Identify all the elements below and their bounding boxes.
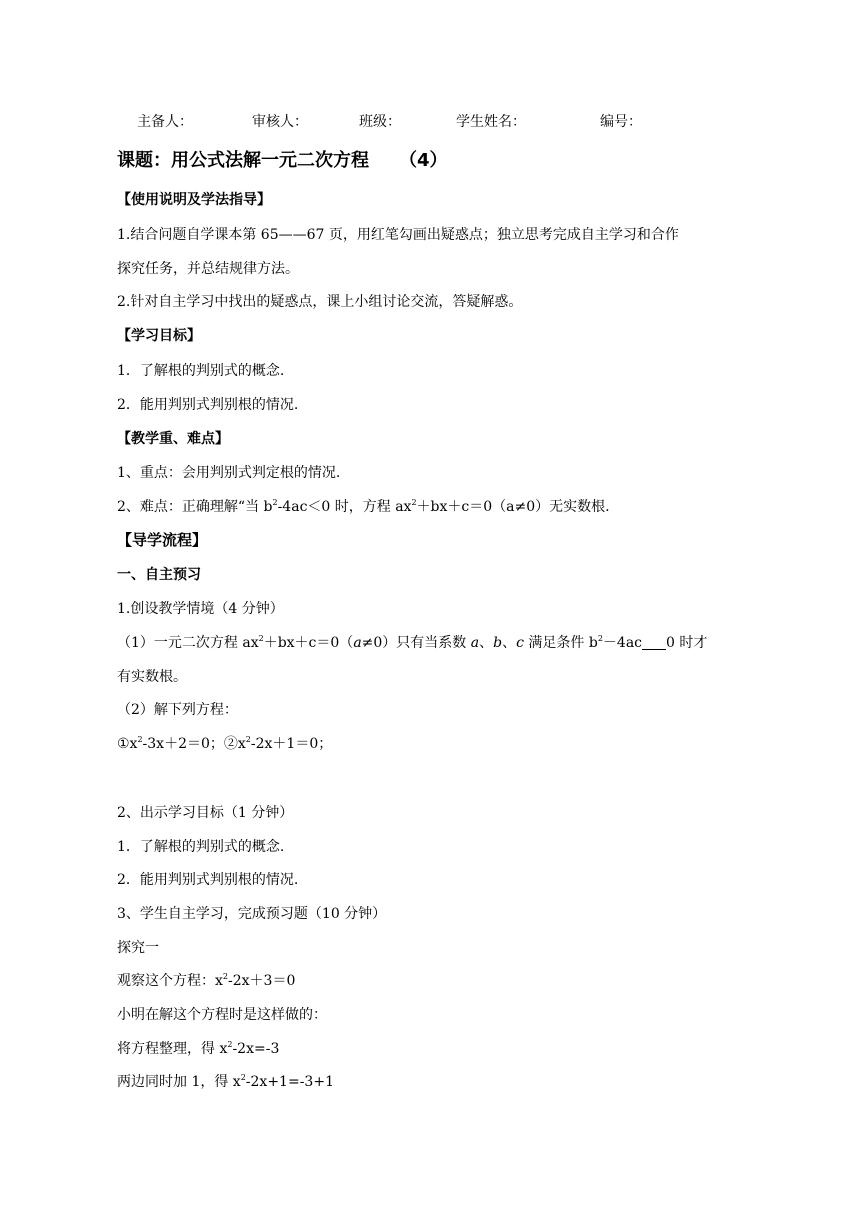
usage-item1-line2: 探究任务，并总结规律方法。 [117, 261, 299, 277]
solve-step1: 将方程整理，得 $x^2-2x=-3$ [117, 1040, 280, 1057]
keypoints-item1: 1、重点：会用判别式判定根的情况. [117, 465, 341, 481]
observe-line: 观察这个方程：$x^2-2x+3=0$ [117, 972, 296, 989]
step3-heading: 3、学生自主学习，完成预习题（10 分钟） [117, 906, 387, 922]
number-label: 编号： [600, 114, 642, 130]
keypoints-heading: 【教学重、难点】 [117, 431, 229, 447]
question2: （2）解下列方程： [117, 702, 238, 718]
class-label: 班级： [359, 114, 401, 130]
title-number: （4） [399, 150, 448, 171]
page-title [117, 148, 448, 174]
answer-blank[interactable] [642, 635, 666, 650]
preparer-label: 主备人： [137, 114, 193, 130]
usage-heading: 【使用说明及学法指导】 [117, 192, 271, 208]
ming-line: 小明在解这个方程时是这样做的： [117, 1007, 327, 1023]
question1-line2: 有实数根。 [117, 669, 187, 685]
student-name-label: 学生姓名： [456, 114, 526, 130]
explore-heading: 探究一 [117, 940, 159, 956]
solve-step2: 两边同时加 1，得 $x^2-2x+1=-3+1$ [117, 1073, 334, 1090]
step1-heading: 1.创设教学情境（4 分钟） [117, 601, 284, 617]
title-text: 课题：用公式法解一元二次方程 [117, 150, 369, 171]
question1-line1: （1）一元二次方程 $ax^2+bx+c=0(a\ne 0)$只有当系数 a、b、c 满足条件 $b^2-4ac$ 0 时才 [117, 634, 708, 651]
part1-heading: 一、自主预习 [117, 567, 201, 583]
keypoints-item2: 2、难点：正确理解“当 $b^2-4ac<0$ 时，方程 $ax^2+bx+c=0(a\ne 0)$无实数根. [117, 498, 610, 515]
step2-item1: 1．了解根的判别式的概念. [117, 839, 285, 855]
flow-heading: 【导学流程】 [117, 531, 208, 549]
step2-heading: 2、出示学习目标（1 分钟） [117, 805, 294, 821]
reviewer-label: 审核人： [252, 114, 308, 130]
step2-item2: 2．能用判别式判别根的情况. [117, 872, 299, 888]
usage-item2: 2.针对自主学习中找出的疑惑点，课上小组讨论交流，答疑解惑。 [117, 294, 523, 310]
equations: $①x^2-3x+2=0$；$②x^2-2x+1=0$； [117, 735, 333, 752]
goals-heading: 【学习目标】 [117, 328, 201, 344]
goals-item2: 2．能用判别式判别根的情况. [117, 397, 299, 413]
usage-item1-line1: 1.结合问题自学课本第 65——67 页，用红笔勾画出疑惑点；独立思考完成自主学习和合作 [117, 227, 679, 243]
goals-item1: 1．了解根的判别式的概念. [117, 363, 285, 379]
